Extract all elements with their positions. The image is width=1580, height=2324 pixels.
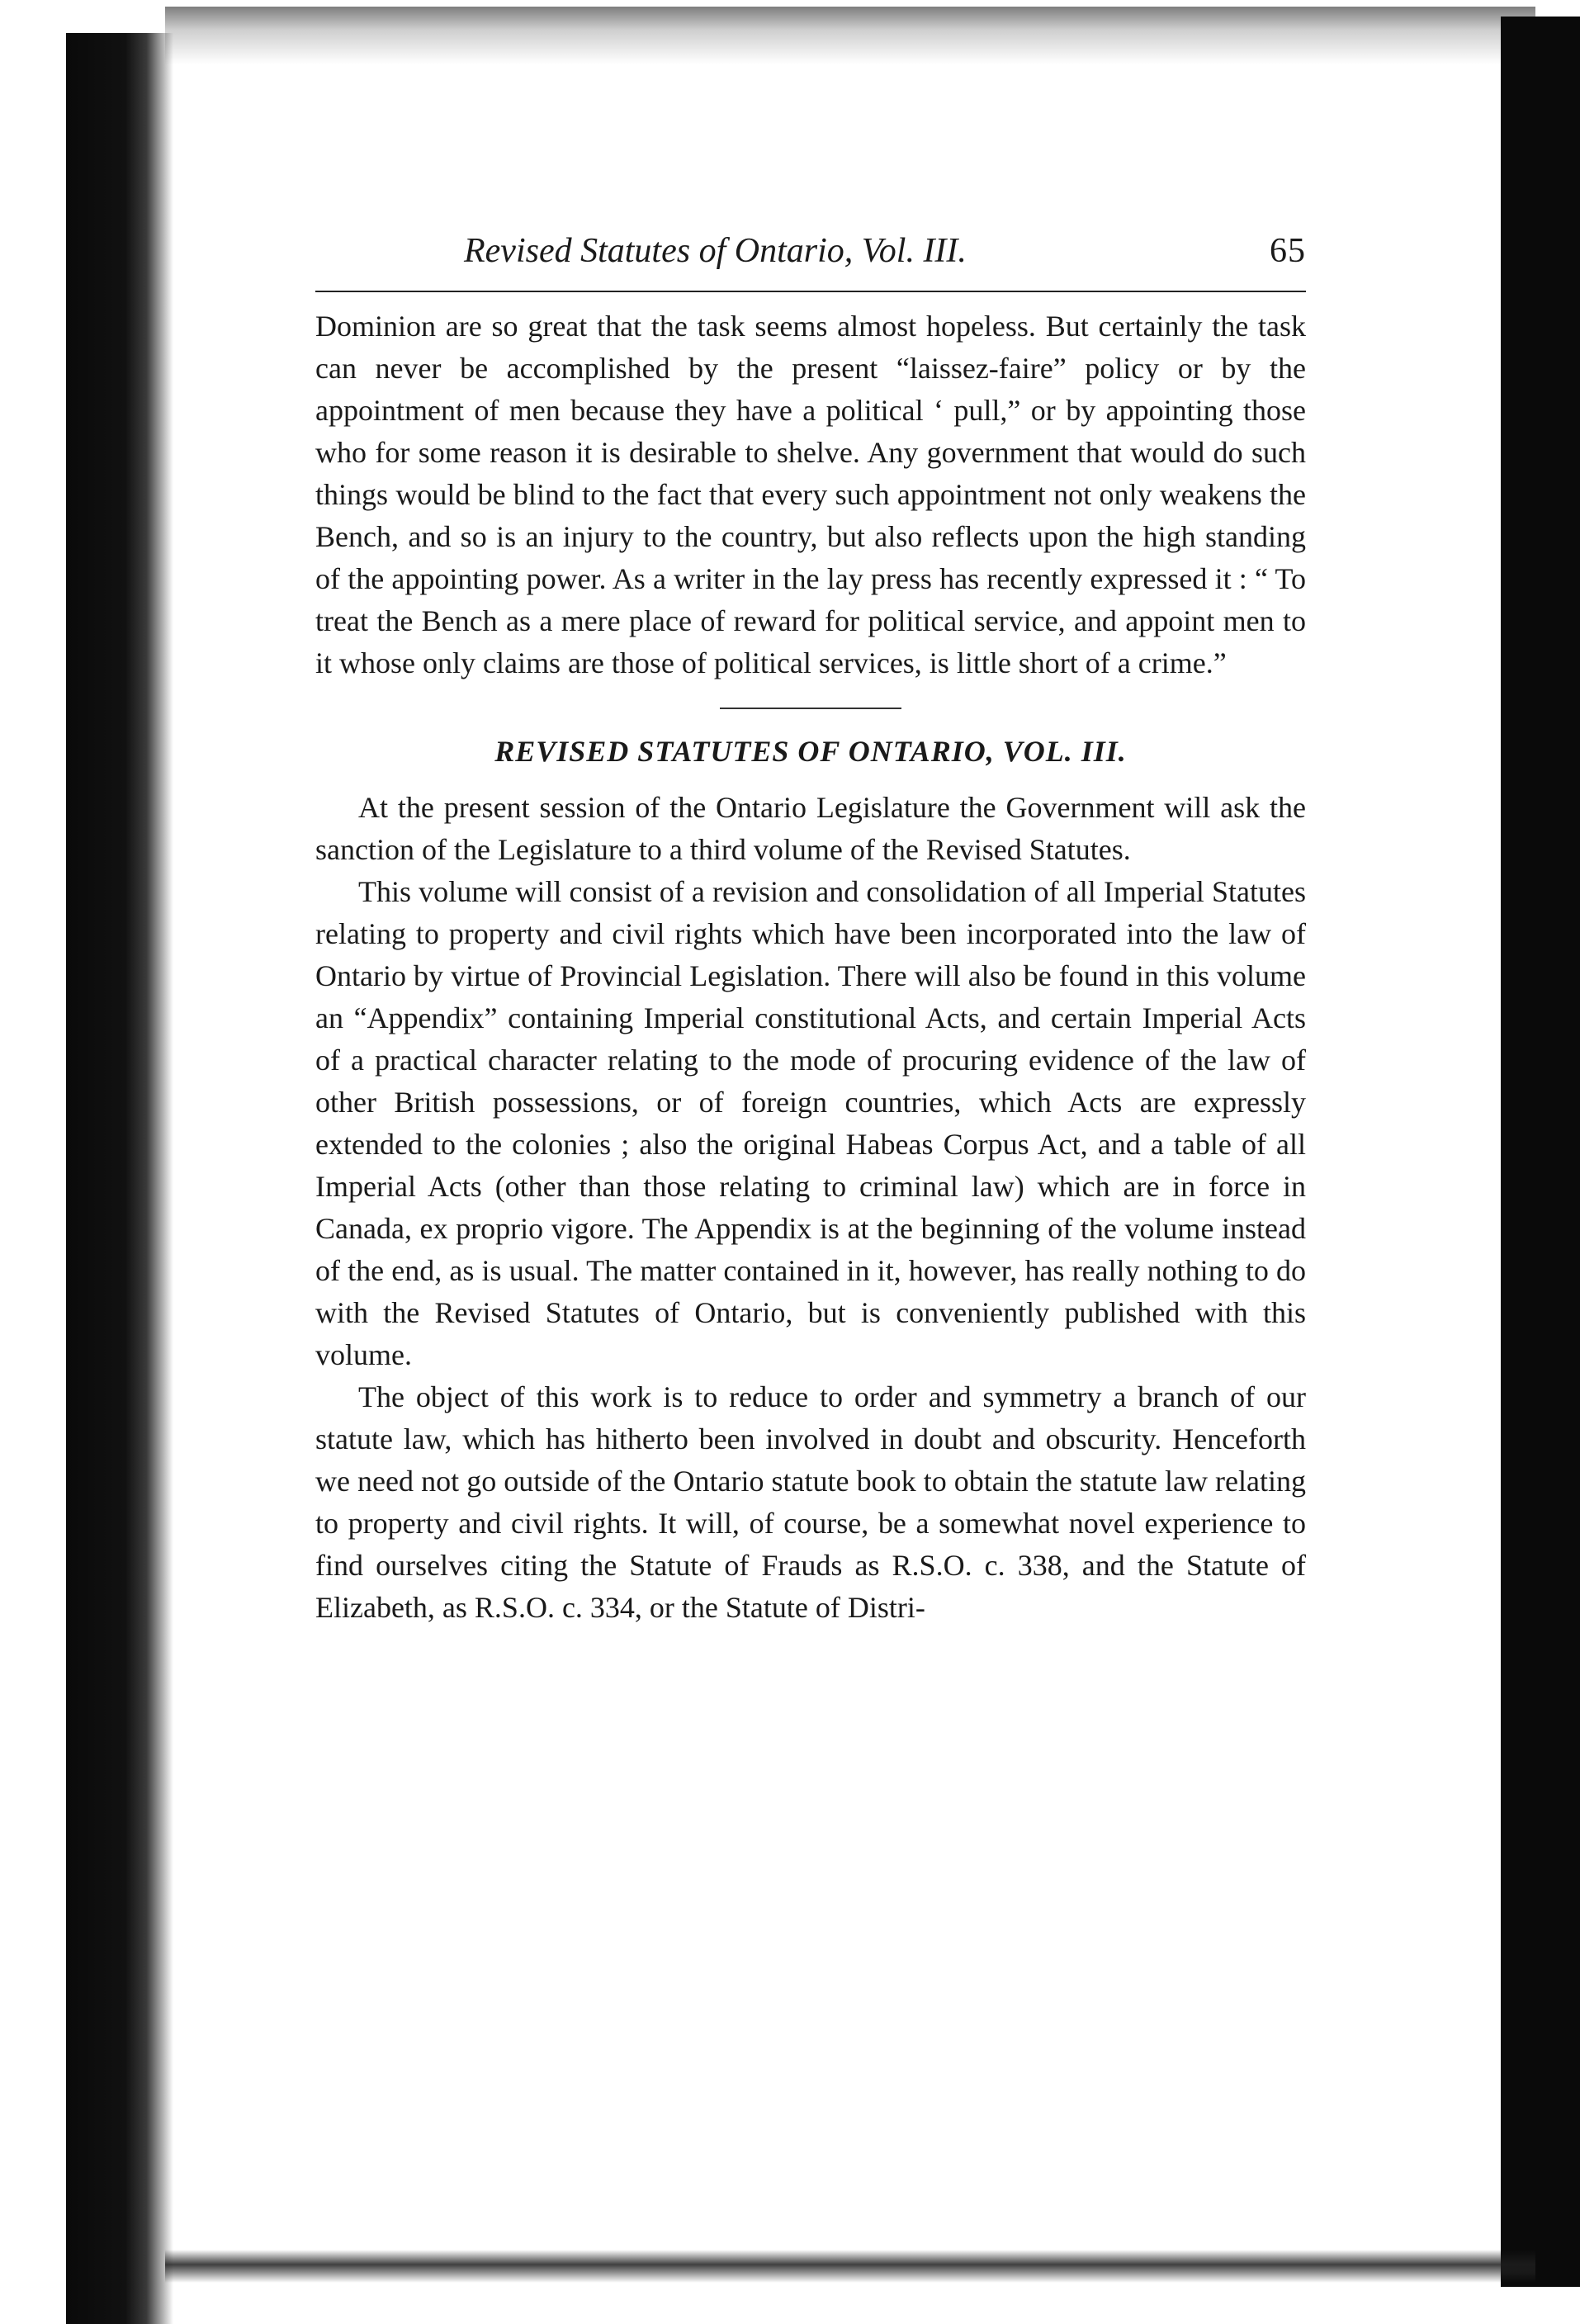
paragraph: This volume will consist of a revision and consolidation of all Imperial Statutes relating to property and civil rights which have been incorporated into the law of Ontario by virtue of Provincial Legislation. There will also be found in this volume an “Appendix” containing Imperial constitutional Acts, and certain Imperial Acts of a practical character relating to the mode of procuring evidence of the law of other British possessions, or of foreign countries, which Acts are expressly extended to the colonies ; also the original Habeas Corpus Act, and a table of all Imperial Acts (other than those relating to criminal law) which are in force in Canada, ex proprio vigore. The Appendix is at the beginning of the volume instead of the end, as is usual. The matter contained in it, however, has really nothing to do with the Revised Statutes of Ontario, but is conveniently published with this volume. xyxy=(315,875,1306,1371)
running-header xyxy=(315,231,1306,282)
paragraph: At the present session of the Ontario Legislature the Government will ask the sanction of the Legislature to a third volume of the Revised Statutes. xyxy=(315,791,1306,866)
section-divider xyxy=(720,708,901,709)
scan-shadow-left xyxy=(66,33,173,2324)
page-number: 65 xyxy=(1270,232,1306,270)
scan-shadow-bottom xyxy=(165,2250,1535,2283)
section-heading: REVISED STATUTES OF ONTARIO, VOL. III. xyxy=(494,735,1127,768)
scan-shadow-right xyxy=(1501,17,1580,2287)
paragraph: The object of this work is to reduce to order and symmetry a branch of our statute law, which has hitherto been involved in doubt and obscurity. Henceforth we need not go outside of the Ontario statute book to obtain the statute law relating to property and civil rights. It will, of course, be a somewhat novel experience to find ourselves citing the Statute of Frauds as R.S.O. c. 338, and the Statute of Elizabeth, as R.S.O. c. 334, or the Statute of Distri- xyxy=(315,1380,1306,1624)
header-rule xyxy=(315,291,1306,292)
book-page xyxy=(315,231,1306,1629)
scan-shadow-top xyxy=(165,7,1535,64)
paragraph-continuation: Dominion are so great that the task seems almost hopeless. But certainly the task can never be accomplished by the present “laissez-faire” policy or by the appointment of men because they have a political ‘ pull,” or by appointing those who for some reason it is desirable to shelve. Any government that would do such things would be blind to the fact that every such appointment not only weakens the Bench, and so is an injury to the country, but also reflects upon the high standing of the appointing power. As a writer in the lay press has recently expressed it : “ To treat the Bench as a mere place of reward for political service, and appoint men to it whose only claims are those of political services, is little short of a crime.” xyxy=(315,310,1306,679)
running-title: Revised Statutes of Ontario, Vol. III. xyxy=(464,232,967,270)
